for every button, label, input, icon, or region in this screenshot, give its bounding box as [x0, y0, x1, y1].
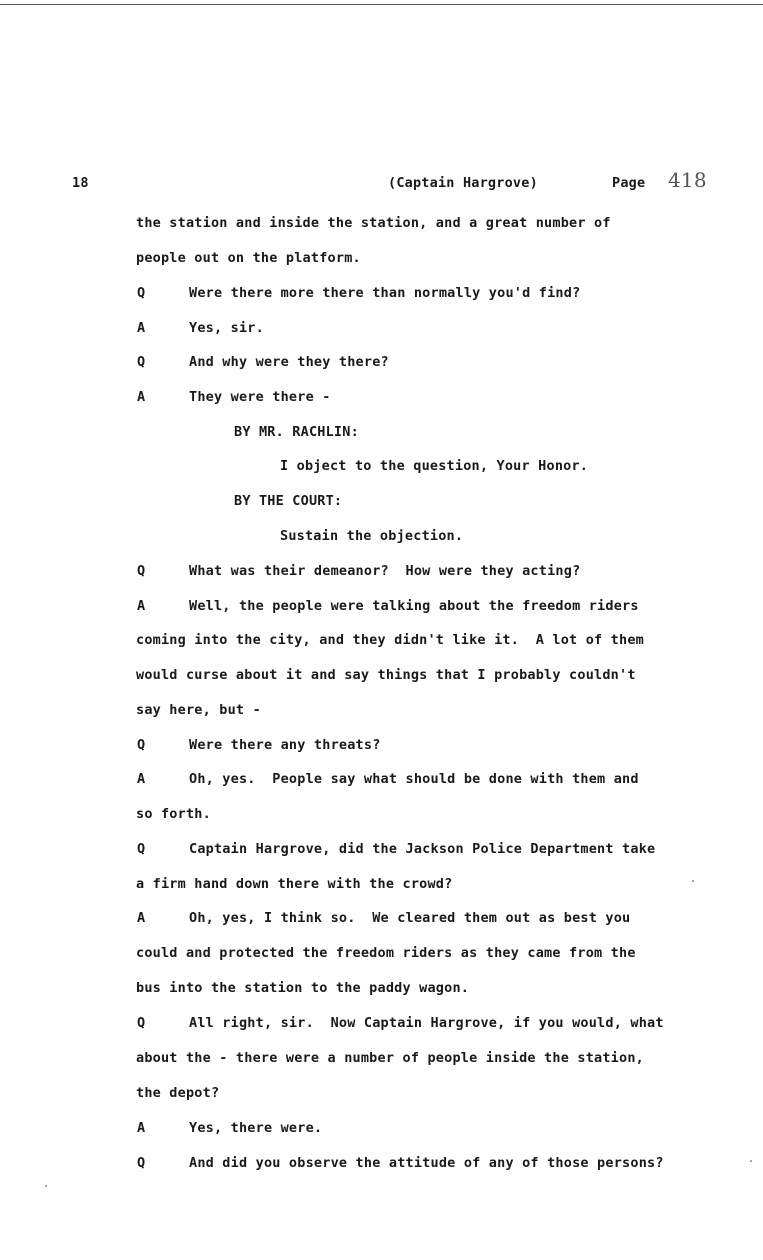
speaker-label: A: [137, 910, 146, 926]
speaker-label: Q: [137, 737, 146, 753]
header-line-number: 18: [72, 175, 89, 191]
transcript-text: Well, the people were talking about the freedom riders: [189, 598, 639, 614]
transcript-text: say here, but -: [136, 702, 261, 718]
transcript-text: the depot?: [136, 1085, 220, 1101]
transcript-text: the station and inside the station, and a great number of: [136, 215, 611, 231]
ruling-text: Sustain the objection.: [280, 528, 464, 544]
transcript-text: What was their demeanor? How were they acting?: [189, 563, 581, 579]
speaker-label: Q: [137, 354, 146, 370]
speaker-label: Q: [137, 841, 146, 857]
speaker-label: Q: [137, 285, 146, 301]
transcript-text: coming into the city, and they didn't like it. A lot of them: [136, 632, 644, 648]
speaker-label: Q: [137, 1155, 146, 1171]
header-page-label: Page: [612, 175, 646, 191]
transcript-text: about the - there were a number of people inside the station,: [136, 1050, 644, 1066]
court-heading: BY THE COURT:: [234, 493, 343, 509]
transcript-text: All right, sir. Now Captain Hargrove, if you would, what: [189, 1015, 664, 1031]
speaker-label: A: [137, 1120, 146, 1136]
transcript-text: And did you observe the attitude of any of those persons?: [189, 1155, 664, 1171]
transcript-text: Oh, yes. People say what should be done with them and: [189, 771, 639, 787]
transcript-text: Oh, yes, I think so. We cleared them out as best you: [189, 910, 631, 926]
transcript-text: Were there any threats?: [189, 737, 381, 753]
header-page-number: 418: [668, 168, 707, 192]
header-witness: (Captain Hargrove): [388, 175, 538, 191]
transcript-text: so forth.: [136, 806, 211, 822]
transcript-text: Captain Hargrove, did the Jackson Police Department take: [189, 841, 656, 857]
page-top-edge: [0, 4, 763, 5]
transcript-text: could and protected the freedom riders as they came from the: [136, 945, 636, 961]
transcript-text: would curse about it and say things that I probably couldn't: [136, 667, 636, 683]
transcript-text: They were there -: [189, 389, 331, 405]
transcript-text: Were there more there than normally you'd find?: [189, 285, 581, 301]
scan-speck: [692, 880, 694, 882]
attorney-heading: BY MR. RACHLIN:: [234, 424, 359, 440]
speaker-label: Q: [137, 1015, 146, 1031]
scan-speck: [750, 1160, 752, 1162]
transcript-text: Yes, there were.: [189, 1120, 323, 1136]
speaker-label: A: [137, 320, 146, 336]
transcript-text: And why were they there?: [189, 354, 389, 370]
speaker-label: A: [137, 598, 146, 614]
transcript-text: people out on the platform.: [136, 250, 361, 266]
transcript-text: bus into the station to the paddy wagon.: [136, 980, 470, 996]
scan-speck: [45, 1185, 47, 1187]
speaker-label: A: [137, 389, 146, 405]
transcript-text: Yes, sir.: [189, 320, 264, 336]
speaker-label: Q: [137, 563, 146, 579]
objection-text: I object to the question, Your Honor.: [280, 458, 589, 474]
transcript-text: a firm hand down there with the crowd?: [136, 876, 453, 892]
speaker-label: A: [137, 771, 146, 787]
